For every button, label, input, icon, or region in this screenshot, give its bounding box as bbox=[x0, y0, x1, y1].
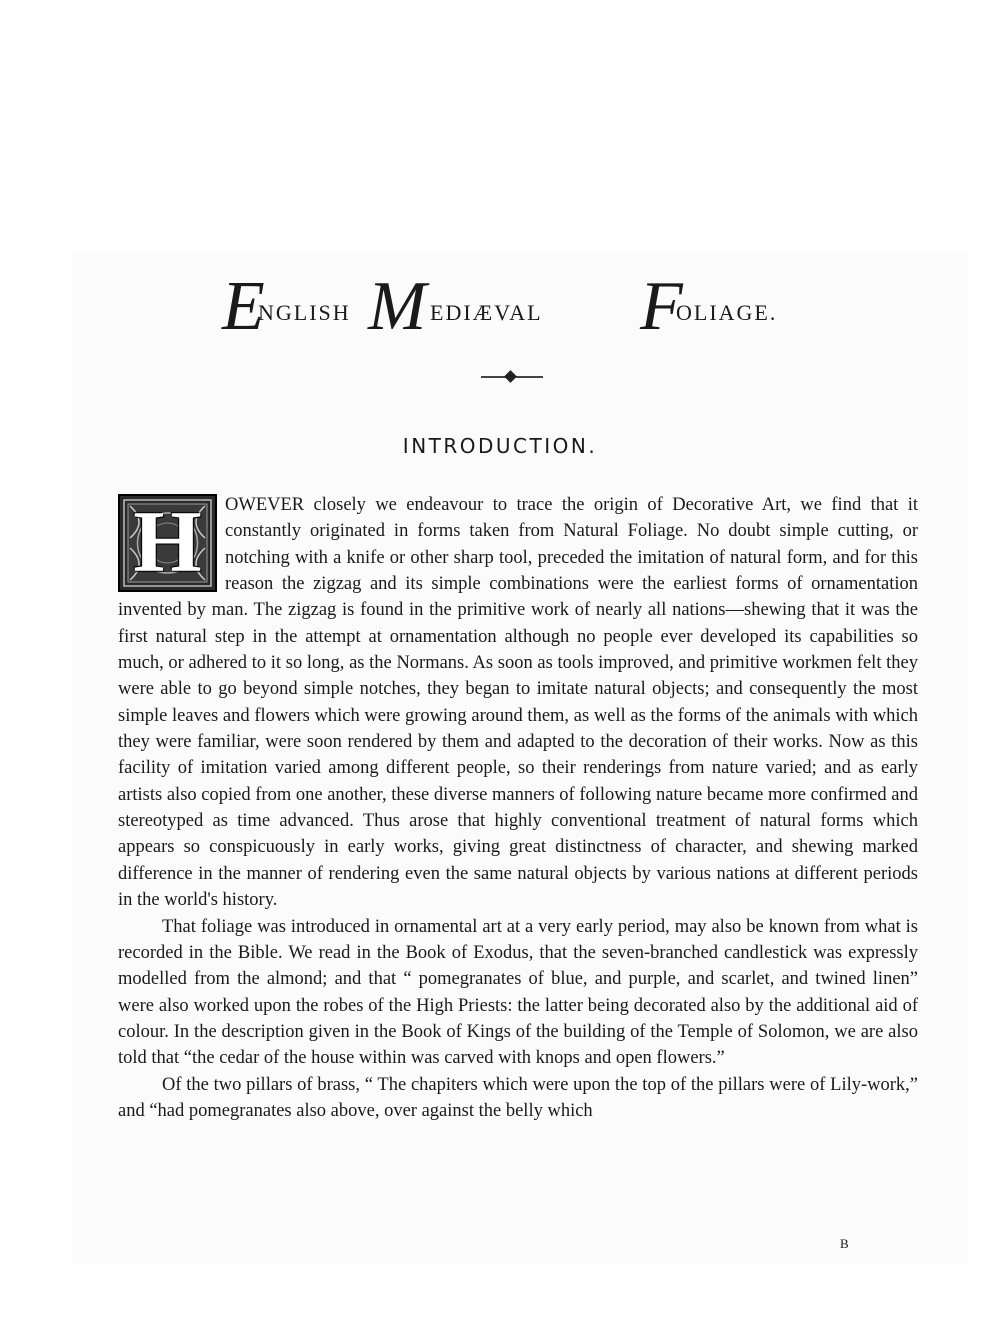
title-initial-m: M bbox=[368, 268, 427, 345]
title-rest-foliage: OLIAGE. bbox=[676, 300, 778, 325]
paragraph-1 bbox=[118, 492, 918, 914]
dropcap-letter: H bbox=[133, 494, 202, 591]
page-title bbox=[222, 270, 842, 350]
paragraph-1-text: OWEVER closely we endeavour to trace the origin of Decorative Art, we find that it constantly originated in forms taken from Natural Foliage. No doubt simple cutting, or notching with a knife or other sharp tool, preceded the imitation of natural form, and for this reason the zigzag and its simple combinations were the earliest forms of ornamentation invented by man. The zigzag is found in the primitive work of nearly all nations—shewing that it was the first natural step in the attempt at ornamentation although no people ever developed its capabilities so much, or adhered to it so long, as the Normans. As soon as tools improved, and primitive workmen felt they were able to go beyond simple notches, they began to imitate natural objects; and consequently the most simple leaves and flowers which were growing around them, as well as the forms of the animals with which they were familiar, were soon rendered by them and adapted to the decoration of their works. Now as this facility of imitation varied among different people, so their renderings from nature varied; and as early artists also copied from one another, these diverse manners of following nature became more confirmed and stereotyped as time advanced. Thus arose that highly conventional treatment of natural forms which appears so conspicuously in early works, giving great distinctness of character, and shewing marked difference in the manner of rendering even the same natural objects by various nations at different periods in the world's history. bbox=[118, 495, 918, 911]
title-rest-medieval: EDIÆVAL bbox=[430, 300, 543, 325]
signature-mark: B bbox=[840, 1236, 850, 1251]
title-rest-english: NGLISH bbox=[258, 300, 351, 325]
title-initial-f: F bbox=[640, 268, 683, 345]
paragraph-2: That foliage was introduced in ornamental art at a very early period, may also be known from what is recorded in the Bible. We read in the Book of Exodus, that the seven-branched candlestick was expressly modelled from the almond; and that “ pomegranates of blue, and purple, and scarlet, and twined linen” were also worked upon the robes of the High Priests: the latter being decorated also by the additional aid of colour. In the description given in the Book of Kings of the building of the Temple of Solomon, we are also told that “the cedar of the house within was carved with knops and open flowers.” bbox=[118, 916, 918, 1069]
decorated-initial bbox=[118, 494, 217, 592]
body-text bbox=[118, 492, 918, 1124]
section-heading: INTRODUCTION. bbox=[402, 434, 598, 458]
title-initial-e: E bbox=[222, 268, 265, 345]
paragraph-3: Of the two pillars of brass, “ The chapiters which were upon the top of the pillars were of Lily-work,” and “had pomegranates also above, over against the belly which bbox=[118, 1074, 918, 1121]
